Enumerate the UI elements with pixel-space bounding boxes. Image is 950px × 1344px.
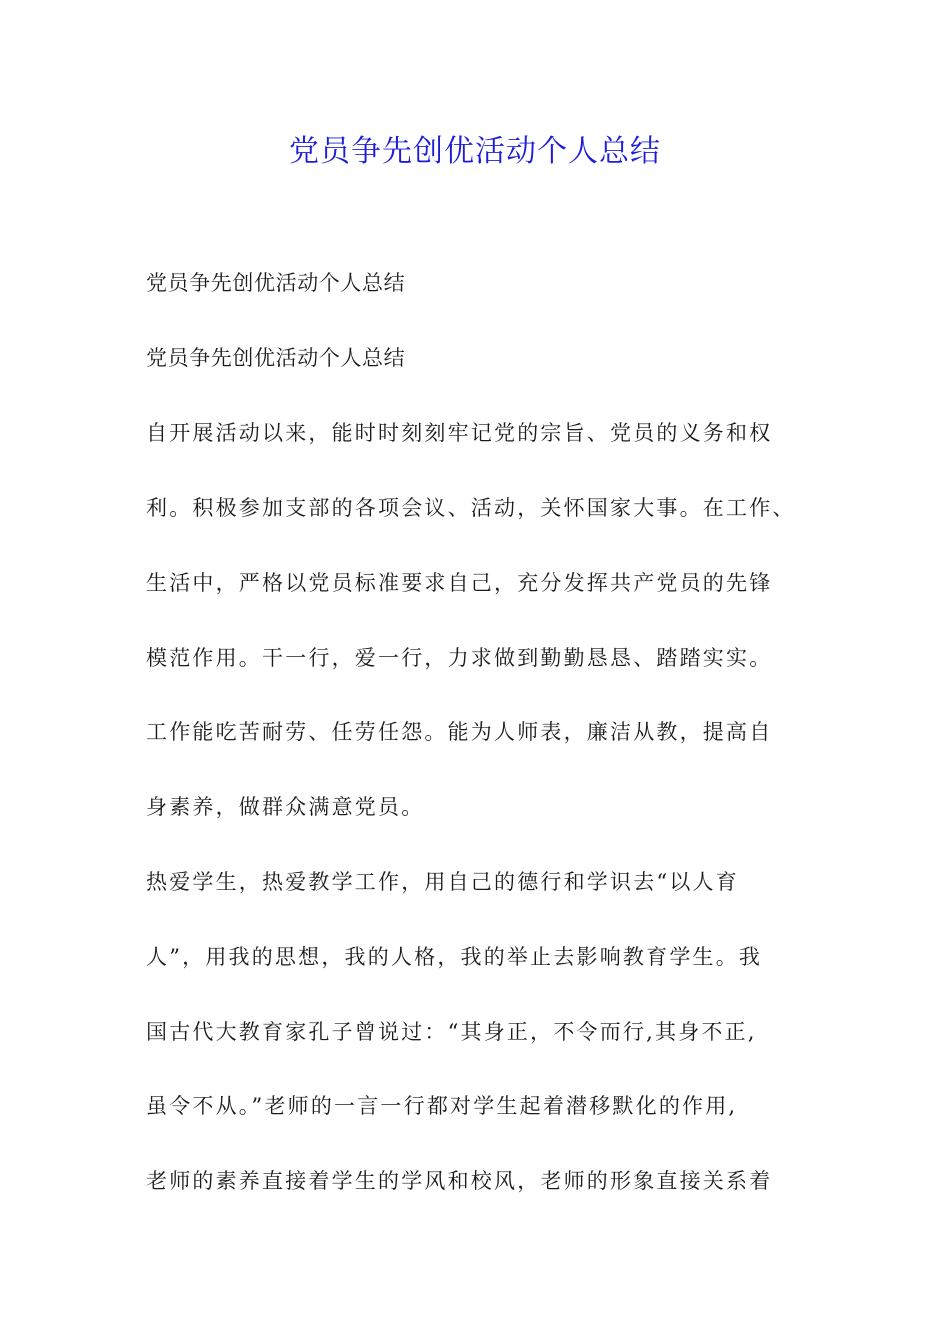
body-line: 国古代大教育家孔子曾说过：“其身正，不令而行,其身不正, (146, 1020, 757, 1044)
body-line: 虽令不从。”老师的一言一行都对学生起着潜移默化的作用, (146, 1094, 738, 1118)
subtitle-line: 党员争先创优活动个人总结 (146, 271, 406, 295)
body-line: 利。积极参加支部的各项会议、活动，关怀国家大事。在工作、 (146, 496, 796, 520)
body-line: 人”，用我的思想，我的人格，我的举止去影响教育学生。我 (146, 945, 763, 969)
body-line: 身素养，做群众满意党员。 (146, 795, 425, 819)
body-line: 生活中，严格以党员标准要求自己，充分发挥共产党员的先锋 (146, 571, 773, 595)
document-title: 党员争先创优活动个人总结 (289, 134, 661, 169)
body-line: 老师的素养直接着学生的学风和校风，老师的形象直接关系着 (146, 1169, 773, 1193)
subtitle-line: 党员争先创优活动个人总结 (146, 346, 406, 370)
body-line: 工作能吃苦耐劳、任劳任怨。能为人师表，廉洁从教，提高自 (146, 720, 773, 744)
body-line: 热爱学生，热爱教学工作，用自己的德行和学识去“以人育 (146, 870, 739, 894)
body-line: 模范作用。干一行，爱一行，力求做到勤勤恳恳、踏踏实实。 (146, 646, 773, 670)
body-line: 自开展活动以来，能时时刻刻牢记党的宗旨、党员的义务和权 (146, 421, 773, 445)
